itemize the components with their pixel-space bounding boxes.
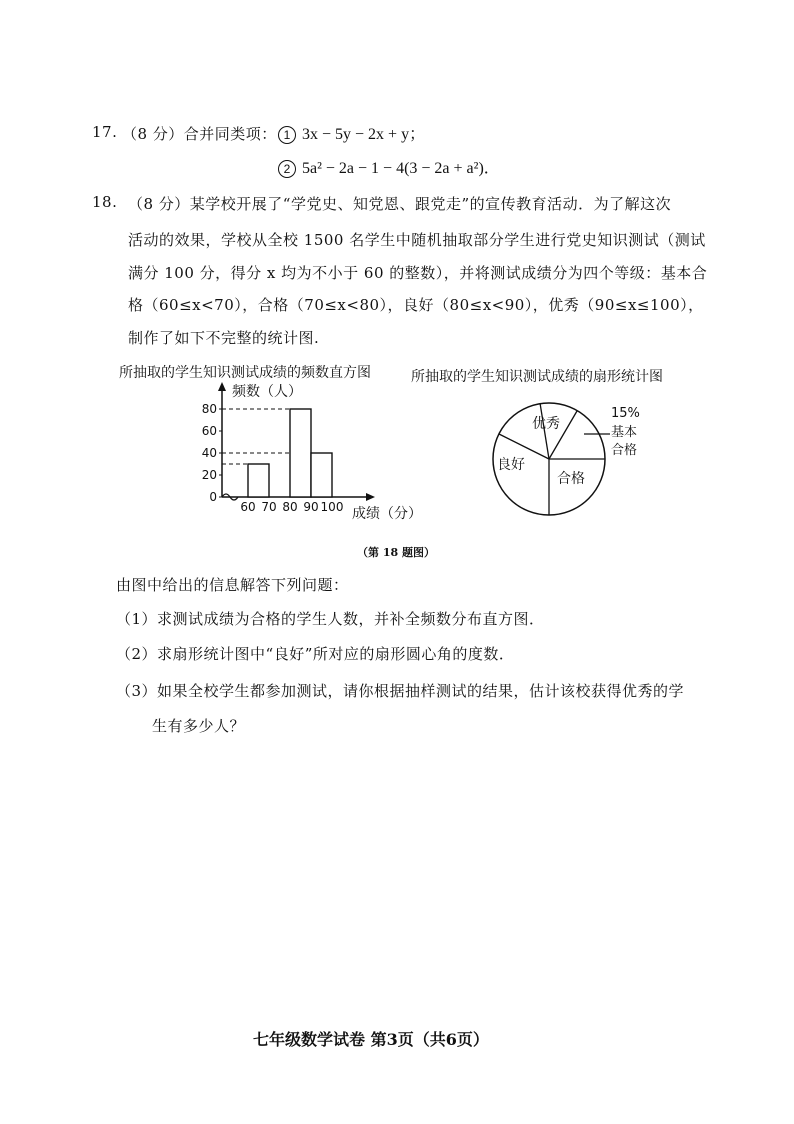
circled-number-1: 1	[278, 126, 296, 144]
y-tick-label-40: 40	[201, 446, 217, 460]
circled-number-2: 2	[278, 160, 296, 178]
q18-line-5: 制作了如下不完整的统计图.	[128, 329, 320, 347]
q17-number: 17.	[92, 123, 118, 141]
pie-label-good: 良好	[497, 457, 525, 473]
y-tick-label-60: 60	[201, 424, 217, 438]
question-3-line-1: （3）如果全校学生都参加测试，请你根据抽样测试的结果，估计该校获得优秀的学	[116, 682, 685, 700]
pie-chart	[490, 398, 690, 518]
x-tick-label-90: 90	[303, 500, 319, 514]
x-tick-label-80: 80	[282, 500, 298, 514]
q17-item-2	[278, 155, 500, 178]
q17-heading: （8 分）合并同类项：	[122, 125, 277, 143]
y-tick-label-80: 80	[201, 402, 217, 416]
y-tick-label-20: 20	[201, 468, 217, 482]
pie-label-basic-2: 合格	[611, 443, 638, 458]
question-1: （1）求测试成绩为合格的学生人数，并补全频数分布直方图．	[116, 610, 545, 628]
pie-label-pass: 合格	[557, 471, 585, 487]
q18-number: 18.	[92, 193, 118, 211]
pie-title: 所抽取的学生知识测试成绩的扇形统计图	[411, 369, 663, 385]
pie-label-basic-1: 基本	[611, 425, 638, 440]
pie-label-basic-percent: 15%	[611, 406, 640, 421]
question-2: （2）求扇形统计图中“良好”所对应的扇形圆心角的度数．	[116, 645, 515, 663]
q17-item-1	[278, 121, 425, 144]
question-3-line-2: 生有多少人？	[152, 717, 246, 735]
questions-intro: 由图中给出的信息解答下列问题：	[116, 576, 349, 594]
y-axis-arrow	[218, 382, 226, 391]
q18-line-3: 满分 100 分，得分 x 均为不小于 60 的整数），并将测试成绩分为四个等级：基本合	[128, 264, 708, 282]
x-tick-label-60: 60	[240, 500, 256, 514]
q18-line-4: 格（60≤x<70），合格（70≤x<80），良好（80≤x<90），优秀（90≤x≤100），	[128, 296, 704, 314]
y-tick-label-0: 0	[209, 490, 217, 504]
pie-label-excellent: 优秀	[532, 416, 560, 432]
histogram-title: 所抽取的学生知识测试成绩的频数直方图	[119, 365, 371, 381]
x-axis-arrow	[366, 493, 375, 501]
page-footer: 七年级数学试卷 第3页（共6页）	[253, 1030, 489, 1049]
y-axis-label: 频数（人）	[232, 384, 302, 400]
x-tick-label-70: 70	[261, 500, 277, 514]
histogram-bar-80-90	[290, 409, 311, 497]
pie-divider-center-left	[499, 434, 549, 459]
x-tick-label-100: 100	[320, 500, 344, 514]
figure-caption: （第 18 题图）	[357, 546, 435, 559]
q18-line-2: 活动的效果，学校从全校 1500 名学生中随机抽取部分学生进行党史知识测试（测试	[128, 231, 706, 249]
histogram-bar-90-100	[311, 453, 332, 497]
frequency-histogram	[180, 380, 440, 530]
histogram-bar-60-70	[248, 464, 269, 497]
q17-expression-1: 3x − 5y − 2x + y；	[302, 126, 426, 143]
x-axis-label: 成绩（分）	[352, 506, 422, 522]
q17-expression-2: 5a² − 2a − 1 − 4(3 − 2a + a²)．	[302, 160, 500, 177]
q18-line-1: （8 分）某学校开展了“学党史、知党恩、跟党走”的宣传教育活动．为了解这次	[128, 195, 672, 213]
